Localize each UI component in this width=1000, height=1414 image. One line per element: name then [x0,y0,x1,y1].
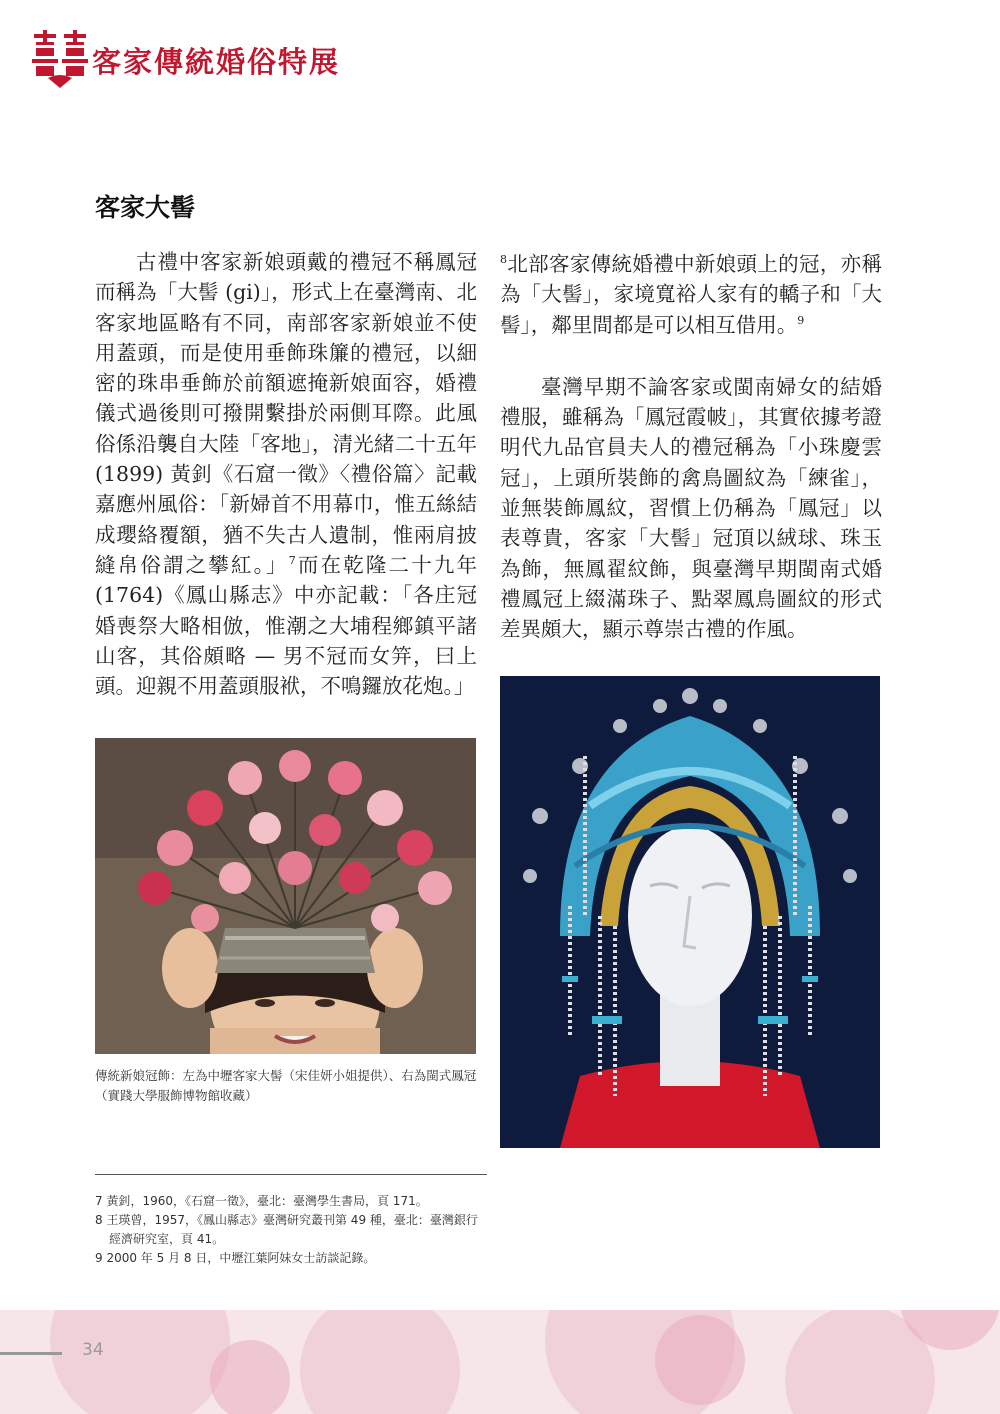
photo-min-phoenix-crown-illustration [500,676,880,1148]
footnote-item: 7 黃釗，1960，《石窟一徵》，臺北：臺灣學生書局，頁 171。 [95,1194,428,1208]
paragraph-text: 北部客家傳統婚禮中新娘頭上的冠，亦稱為「大髻」，家境寬裕人家有的轎子和「大髻」，鄰里間都是可以相互借用。 [500,252,882,337]
page-number: 34 [82,1340,104,1360]
photo-caption: 傳統新娘冠飾：左為中壢客家大髻（宋佳妍小姐提供）、右為閩式鳳冠（實踐大學服飾博物館收藏） [95,1068,477,1103]
double-happiness-icon [30,28,90,90]
body-paragraph [95,247,477,701]
paragraph-gap [500,340,882,372]
photo-min-phoenix-crown [500,676,880,1148]
left-text-column [95,247,477,701]
paragraph-text: 而在乾隆二十九年 (1764)《鳳山縣志》中亦記載：「各庄冠婚喪祭大略相倣，惟潮之大埔程鄉鎮平諸山客，其俗頗略 — 男不冠而女笄，曰上頭。迎親不用蓋頭服袱，不鳴鑼放花炮。」 [95,552,478,699]
paragraph-text: 古禮中客家新娘頭戴的禮冠不稱鳳冠而稱為「大髻 (gi)」，形式上在臺灣南、北客家地區略有不同，南部客家新娘並不使用蓋頭，而是使用垂飾珠簾的禮冠，以細密的珠串垂飾於前額遮掩新娘面容，婚禮儀式過後則可撥開繫掛於兩側耳際。此風俗係沿襲自大陸「客地」，清光緒二十五年 (1899) 黃釗《石窟一徵》〈禮俗篇〉記載嘉應州風俗：「新婦首不用幕巾，惟五絲結成瓔絡覆額，猶不失古人遺制，惟兩肩披縫帛俗謂之攀紅。」 [95,250,477,577]
body-paragraph [500,249,882,340]
page-header [30,28,450,90]
photo-hakka-headdress-illustration [95,738,476,1054]
footnote-divider [95,1174,487,1175]
page-number-rule [0,1352,62,1355]
paragraph-text: 臺灣早期不論客家或閩南婦女的結婚禮服，雖稱為「鳳冠霞帔」，其實依據考證明代九品官員夫人的禮冠稱為「小珠慶雲冠」，上頭所裝飾的禽鳥圖紋為「練雀」，並無裝飾鳳紋，習慣上仍稱為「鳳冠」以表尊貴，客家「大髻」冠頂以絨球、珠玉為飾，無鳳翟紋飾，與臺灣早期閩南式婚禮鳳冠上綴滿珠子、點翠鳳鳥圖紋的形式差異頗大，顯示尊崇古禮的作風。 [500,374,882,642]
right-text-column [500,249,882,645]
body-paragraph [500,372,882,645]
footnote-item: 9 2000 年 5 月 8 日，中壢江葉阿妹女士訪談記錄。 [95,1251,376,1265]
page-sheet-margin [0,0,55,1310]
series-title: 客家傳統婚俗特展 [92,45,341,79]
footnote-ref[interactable]: 7 [288,554,296,568]
footnotes [95,1192,487,1268]
footnote-ref[interactable]: 9 [797,313,805,327]
footnote-ref[interactable]: 8 [500,253,507,267]
photo-hakka-headdress [95,738,476,1054]
section-heading: 客家大髻 [95,193,196,222]
footnote-item: 8 王瑛曾，1957，《鳳山縣志》臺灣研究叢刊第 49 種，臺北：臺灣銀行經濟研究室，頁 41。 [95,1213,478,1246]
